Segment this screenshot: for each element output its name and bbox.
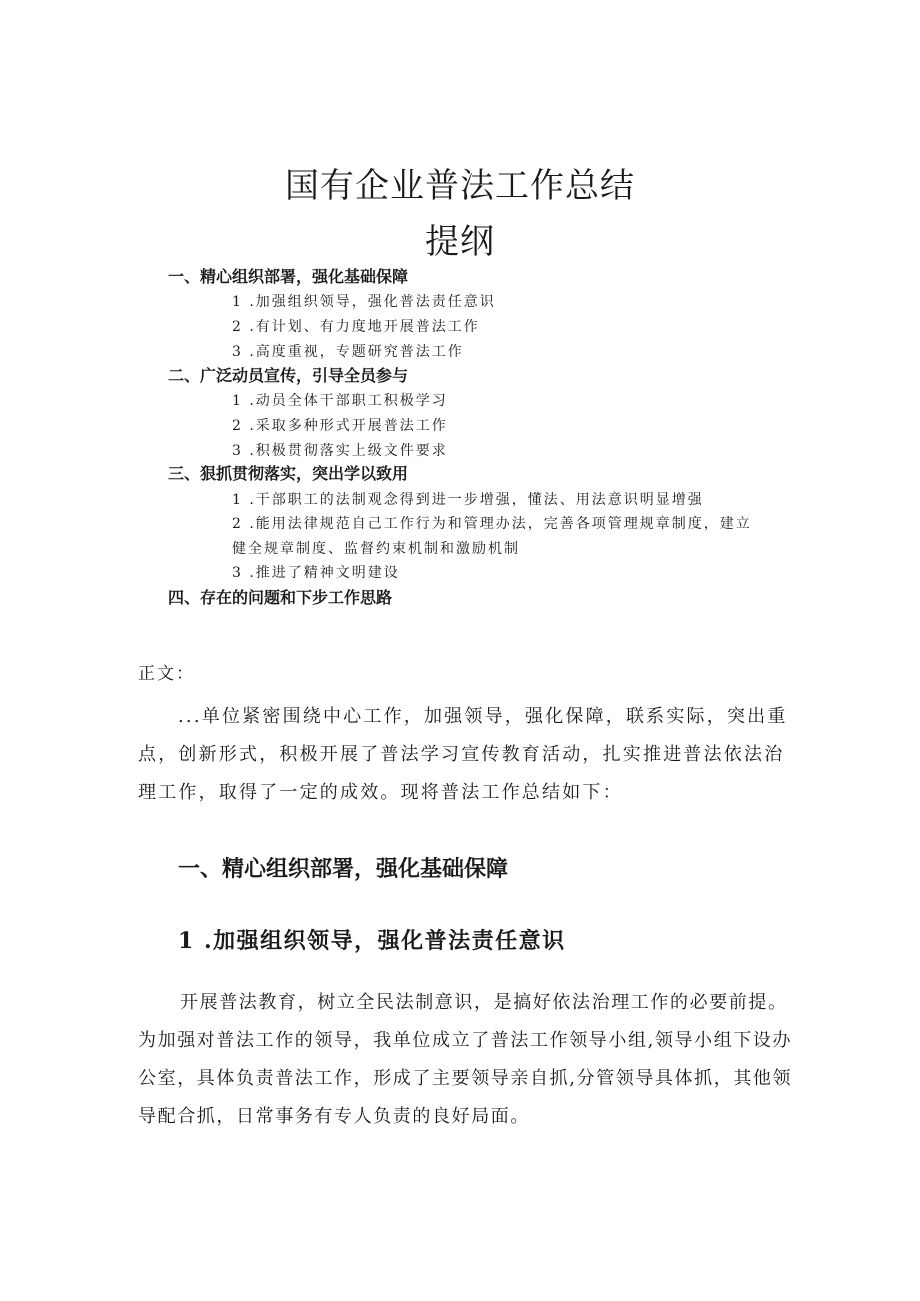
outline-item: 3 .高度重视，专题研究普法工作	[232, 344, 464, 360]
subsection-paragraph: 开展普法教育，树立全民法制意识，是搞好依法治理工作的必要前提。为加强对普法工作的领导，我单位成立了普法工作领导小组,领导小组下设办公室，具体负责普法工作，形成了主要领导亲自抓,分管领导具体抓，其他领导配合抓，日常事务有专人负责的良好局面。	[138, 992, 793, 1127]
section-heading: 一、精心组织部署，强化基础保障	[178, 857, 509, 882]
body-label: 正文：	[138, 664, 195, 684]
outline-item: 3 .推进了精神文明建设	[232, 565, 400, 581]
intro-paragraph: ...单位紧密围绕中心工作，加强领导，强化保障，联系实际，突出重点，创新形式，积极开展了普法学习宣传教育活动，扎实推进普法依法治理工作，取得了一定的成效。现将普法工作总结如下：	[138, 706, 788, 803]
outline-item: 1 .加强组织领导，强化普法责任意识	[232, 294, 496, 310]
document-title: 国有企业普法工作总结	[285, 166, 635, 206]
outline-heading-4: 四、存在的问题和下步工作思路	[168, 588, 393, 607]
outline-item: 2 .能用法律规范自己工作行为和管理办法，完善各项管理规章制度，建立	[232, 516, 752, 532]
document-subtitle: 提纲	[425, 222, 495, 262]
outline-item: 2 .采取多种形式开展普法工作	[232, 418, 448, 434]
outline-heading-2: 二、广泛动员宣传，引导全员参与	[168, 366, 409, 385]
outline-item: 2 .有计划、有力度地开展普法工作	[232, 319, 480, 335]
outline-item: 1 .动员全体干部职工积极学习	[232, 393, 448, 409]
outline-heading-1: 一、精心组织部署，强化基础保障	[168, 267, 409, 286]
outline-item: 1 .干部职工的法制观念得到进一步增强，懂法、用法意识明显增强	[232, 492, 704, 508]
subsection-heading: 1 .加强组织领导，强化普法责任意识	[178, 928, 566, 954]
outline-item: 3 .积极贯彻落实上级文件要求	[232, 443, 448, 459]
outline-item-continuation: 健全规章制度、监督约束机制和激励机制	[232, 541, 520, 557]
outline-heading-3: 三、狠抓贯彻落实，突出学以致用	[168, 464, 409, 483]
